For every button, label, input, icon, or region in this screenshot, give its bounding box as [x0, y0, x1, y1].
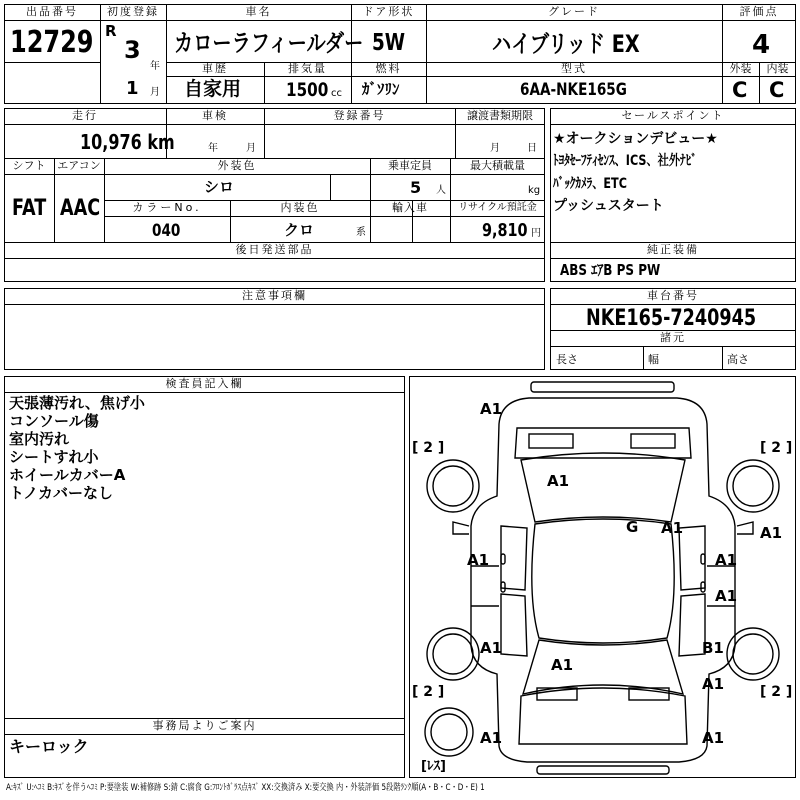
width-label: 幅 — [648, 353, 659, 366]
sales-point-line: プッシュスタート — [553, 198, 664, 214]
model-value: 6AA-NKE165G — [520, 80, 627, 100]
damage-mark: A1 — [661, 519, 684, 537]
registration-year: 3 — [124, 36, 141, 64]
legend: A:ｷｽﾞ U:ﾍｺﾐ B:ｷｽﾞを伴うﾍｺﾐ P:要塗装 W:補修跡 S:錆 C:腐食 G:ﾌﾛﾝﾄｶﾞﾗｽ点ｷｽﾞ XX:交換済み X:要交換 内・外装評価 5段階ﾗﾝｸ順(A・B・C・D・E) 1 — [6, 783, 485, 793]
fuel-label: 燃料 — [375, 62, 402, 75]
damage-mark: A1 — [467, 551, 490, 569]
inspector-label: 検査員記入欄 — [165, 377, 244, 390]
damage-mark: A1 — [480, 400, 503, 418]
lot-number-label: 出品番号 — [26, 5, 78, 18]
specs-label: 諸元 — [660, 331, 686, 344]
tire-mark: [ 2 ] — [760, 440, 793, 456]
registration-month: 1 — [126, 78, 139, 99]
inspector-note: コンソール傷 — [9, 412, 99, 430]
damage-mark: A1 — [760, 524, 783, 542]
office-notice-label: 事務局よりご案内 — [152, 719, 257, 732]
sales-point-line: ★オークションデビュー★ — [553, 131, 718, 147]
chassis-number-value: NKE165-7240945 — [586, 306, 757, 331]
recycle-label: リサイクル預託金 — [458, 202, 537, 213]
damage-mark: A1 — [480, 729, 503, 747]
transfer-day-unit: 日 — [527, 143, 537, 154]
color-number-value: 040 — [152, 221, 181, 241]
displacement-label: 排気量 — [288, 62, 327, 75]
exterior-grade: C — [732, 78, 748, 102]
history-value: 自家用 — [184, 78, 242, 100]
exterior-color-label: 外装色 — [217, 159, 257, 172]
score-label: 評価点 — [739, 5, 779, 18]
inspector-note: 室内汚れ — [9, 430, 70, 448]
car-name: カローラフィールダー — [174, 29, 364, 57]
inspector-note: シートすれ小 — [9, 448, 99, 466]
grade-label: グレード — [548, 5, 600, 18]
displacement-value: 1500 — [286, 79, 329, 101]
damage-mark: A1 — [715, 587, 738, 605]
color-number-label: カラーNo. — [132, 201, 202, 214]
cc-unit: cc — [331, 88, 342, 99]
chassis-number-label: 車台番号 — [647, 289, 699, 302]
recycle-unit: 円 — [531, 228, 541, 239]
notes-label: 注意事項欄 — [242, 289, 307, 302]
model-label: 型式 — [561, 62, 587, 75]
registration-era: R — [105, 22, 117, 40]
sales-point-line: ﾊﾞｯｸｶﾒﾗ、ETC — [553, 176, 627, 192]
tire-mark-spare: [ﾚｽ] — [421, 759, 446, 774]
shift-label: シフト — [12, 159, 46, 172]
registration-number-label: 登録番号 — [333, 109, 386, 122]
equipment-value: ABS ｴｱB PS PW — [560, 261, 661, 279]
import-label: 輸入車 — [392, 201, 428, 214]
max-load-label: 最大積載量 — [470, 159, 525, 172]
car-diagram — [409, 376, 796, 778]
seats-unit: 人 — [436, 185, 446, 196]
damage-mark: B1 — [702, 639, 724, 657]
inspector-note: 天張薄汚れ、焦げ小 — [9, 394, 145, 412]
exterior-color-value: シロ — [204, 178, 235, 196]
grade-value: ハイブリッド EX — [492, 30, 640, 58]
damage-mark: A1 — [480, 639, 503, 657]
damage-mark: A1 — [547, 472, 570, 490]
damage-mark: G — [626, 518, 639, 536]
length-label: 長さ — [556, 353, 578, 366]
ac-label: エアコン — [57, 159, 101, 172]
transfer-docs-label: 譲渡書類期限 — [467, 109, 533, 122]
first-registration-label: 初度登録 — [107, 5, 159, 18]
interior-grade: C — [769, 78, 785, 102]
equipment-label: 純正装備 — [647, 243, 699, 256]
door-label: ドア形状 — [362, 5, 415, 18]
fuel-value: ｶﾞｿﾘﾝ — [362, 80, 400, 98]
shift-value: FAT — [12, 196, 47, 221]
car-name-label: 車名 — [245, 5, 272, 18]
lot-number: 12729 — [10, 25, 94, 60]
office-notice-value: キーロック — [9, 737, 89, 756]
mileage-label: 走行 — [72, 109, 98, 122]
damage-mark: A1 — [702, 675, 725, 693]
ac-value: AAC — [60, 196, 101, 221]
interior-color-unit: 系 — [356, 227, 366, 238]
exterior-label: 外装 — [729, 62, 752, 75]
interior-color-value: クロ — [284, 221, 315, 239]
inspection-label: 車検 — [202, 109, 228, 122]
interior-label: 内装 — [766, 62, 789, 75]
inspection-year-unit: 年 — [208, 143, 218, 154]
door-value: 5W — [372, 30, 406, 56]
tire-mark: [ 2 ] — [412, 684, 445, 700]
max-load-unit: kg — [528, 185, 541, 196]
seats-label: 乗車定員 — [388, 159, 432, 172]
inspection-month-unit: 月 — [246, 143, 256, 154]
seats-value: 5 — [410, 178, 422, 197]
mileage-value: 10,976 km — [80, 130, 175, 154]
sales-points-label: セールスポイント — [621, 109, 725, 122]
sales-point-line: ﾄﾖﾀｾｰﾌﾃｨｾﾝｽ、ICS、社外ﾅﾋﾞ — [553, 153, 697, 169]
year-unit: 年 — [150, 61, 160, 72]
damage-mark: A1 — [702, 729, 725, 747]
score-value: 4 — [752, 30, 771, 60]
month-unit: 月 — [150, 87, 160, 98]
tire-mark: [ 2 ] — [760, 684, 793, 700]
inspector-note: トノカバーなし — [9, 484, 113, 502]
height-label: 高さ — [727, 353, 749, 366]
recycle-value: 9,810 — [482, 220, 528, 241]
later-parts-label: 後日発送部品 — [235, 243, 314, 256]
history-label: 車歴 — [202, 62, 228, 75]
damage-mark: A1 — [551, 656, 574, 674]
interior-color-label: 内装色 — [280, 201, 320, 214]
inspector-note: ホイールカバーA — [9, 466, 126, 484]
transfer-month-unit: 月 — [490, 143, 500, 154]
tire-mark: [ 2 ] — [412, 440, 445, 456]
damage-mark: A1 — [715, 551, 738, 569]
